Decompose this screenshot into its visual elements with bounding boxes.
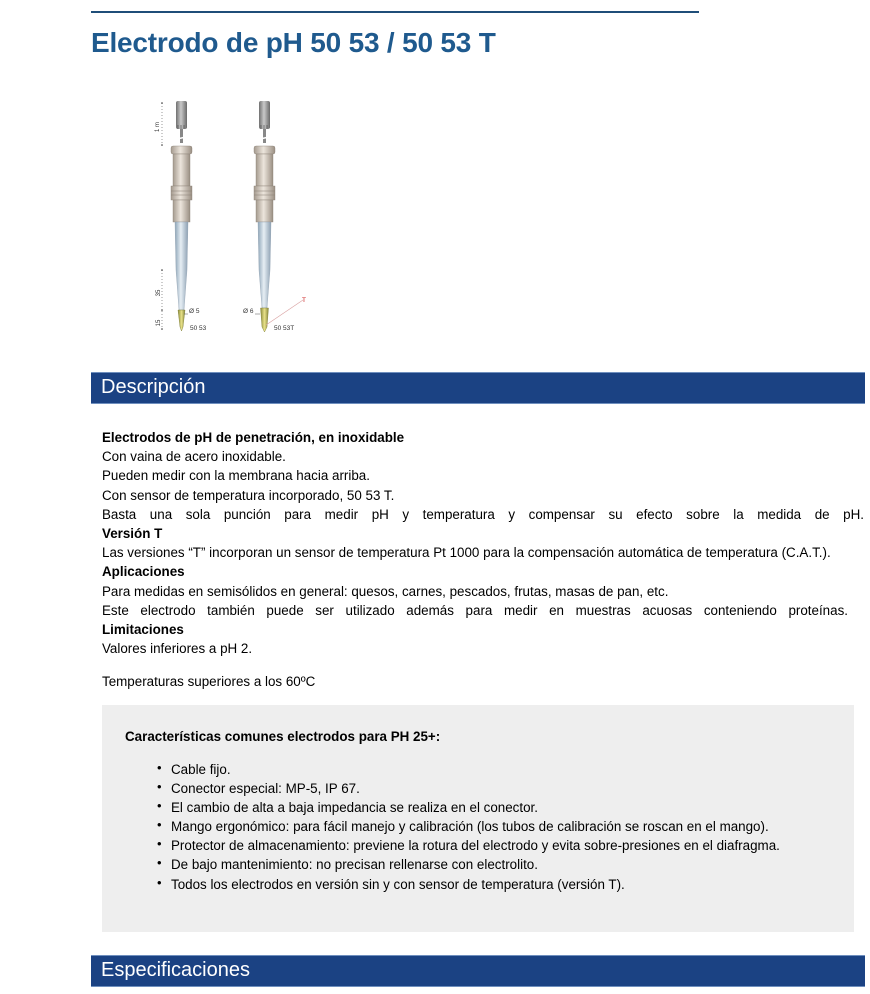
limitations-line: Valores inferiores a pH 2. bbox=[102, 641, 253, 657]
model-label-right: 50 53T bbox=[274, 325, 295, 332]
applications-line: Este electrodo también puede ser utilizado además para medir en muestras acuosas conteniendo proteínas. bbox=[102, 602, 848, 618]
version-heading: Versión T bbox=[102, 526, 163, 542]
feature-item bbox=[154, 836, 780, 855]
dim-upper-label: 35 bbox=[156, 289, 162, 297]
limitations-line: Temperaturas superiores a los 60ºC bbox=[102, 674, 316, 690]
version-text: Las versiones “T” incorporan un sensor de temperatura Pt 1000 para la compensación automática de temperatura (C.A.T.). bbox=[102, 545, 831, 561]
section-header-specifications bbox=[91, 955, 865, 987]
applications-line: Para medidas en semisólidos en general: quesos, carnes, pescados, frutas, masas de pan, etc. bbox=[102, 583, 669, 599]
description-body bbox=[102, 428, 864, 692]
electrode-figure bbox=[140, 95, 320, 340]
bullet-icon: • bbox=[157, 855, 162, 871]
cable-length-label: 1 m bbox=[155, 121, 161, 133]
feature-text: Protector de almacenamiento: previene la rotura del electrodo y evita sobre-presiones en el diafragma. bbox=[171, 838, 780, 854]
features-list bbox=[154, 760, 780, 894]
description-line: Basta una sola punción para medir pH y temperatura y compensar su efecto sobre la medida de pH. bbox=[102, 506, 864, 522]
electrode-50-53t bbox=[243, 101, 306, 332]
features-heading: Características comunes electrodos para PH 25+: bbox=[125, 729, 441, 744]
description-line: Con vaina de acero inoxidable. bbox=[102, 449, 286, 465]
feature-item bbox=[154, 779, 780, 798]
electrode-50-53 bbox=[155, 101, 207, 332]
description-line: Con sensor de temperatura incorporado, 50 53 T. bbox=[102, 487, 395, 503]
description-line: Pueden medir con la membrana hacia arriba. bbox=[102, 468, 370, 484]
page-title: Electrodo de pH 50 53 / 50 53 T bbox=[91, 27, 496, 58]
bullet-icon: • bbox=[157, 874, 162, 890]
bullet-icon: • bbox=[157, 817, 162, 833]
feature-item bbox=[154, 798, 780, 817]
dim-lower-label: 15 bbox=[156, 319, 162, 327]
diameter-label-right: Ø 6 bbox=[243, 308, 254, 315]
feature-item bbox=[154, 855, 780, 874]
section-header-description bbox=[91, 372, 865, 404]
limitations-heading: Limitaciones bbox=[102, 622, 184, 638]
section-title: Especificaciones bbox=[101, 959, 250, 981]
feature-text: De bajo mantenimiento: no precisan rellenarse con electrolito. bbox=[171, 857, 538, 873]
applications-heading: Aplicaciones bbox=[102, 564, 185, 580]
bullet-icon: • bbox=[157, 779, 162, 795]
bullet-icon: • bbox=[157, 798, 162, 814]
temperature-sensor-label: T bbox=[302, 297, 306, 304]
section-title: Descripción bbox=[101, 376, 206, 398]
feature-text: Conector especial: MP-5, IP 67. bbox=[171, 781, 360, 797]
feature-item bbox=[154, 875, 780, 894]
feature-text: El cambio de alta a baja impedancia se realiza en el conector. bbox=[171, 800, 538, 816]
feature-item bbox=[154, 760, 780, 779]
bullet-icon: • bbox=[157, 836, 162, 852]
feature-text: Cable fijo. bbox=[171, 762, 231, 777]
feature-item bbox=[154, 817, 780, 836]
feature-text: Mango ergonómico: para fácil manejo y calibración (los tubos de calibración se roscan en el mango). bbox=[171, 819, 769, 835]
diameter-label-left: Ø 5 bbox=[189, 308, 200, 315]
feature-text: Todos los electrodos en versión sin y con sensor de temperatura (versión T). bbox=[171, 876, 625, 892]
top-rule bbox=[91, 11, 699, 13]
description-heading: Electrodos de pH de penetración, en inoxidable bbox=[102, 430, 405, 445]
features-box bbox=[102, 705, 854, 932]
model-label-left: 50 53 bbox=[190, 325, 207, 332]
bullet-icon: • bbox=[157, 760, 162, 775]
